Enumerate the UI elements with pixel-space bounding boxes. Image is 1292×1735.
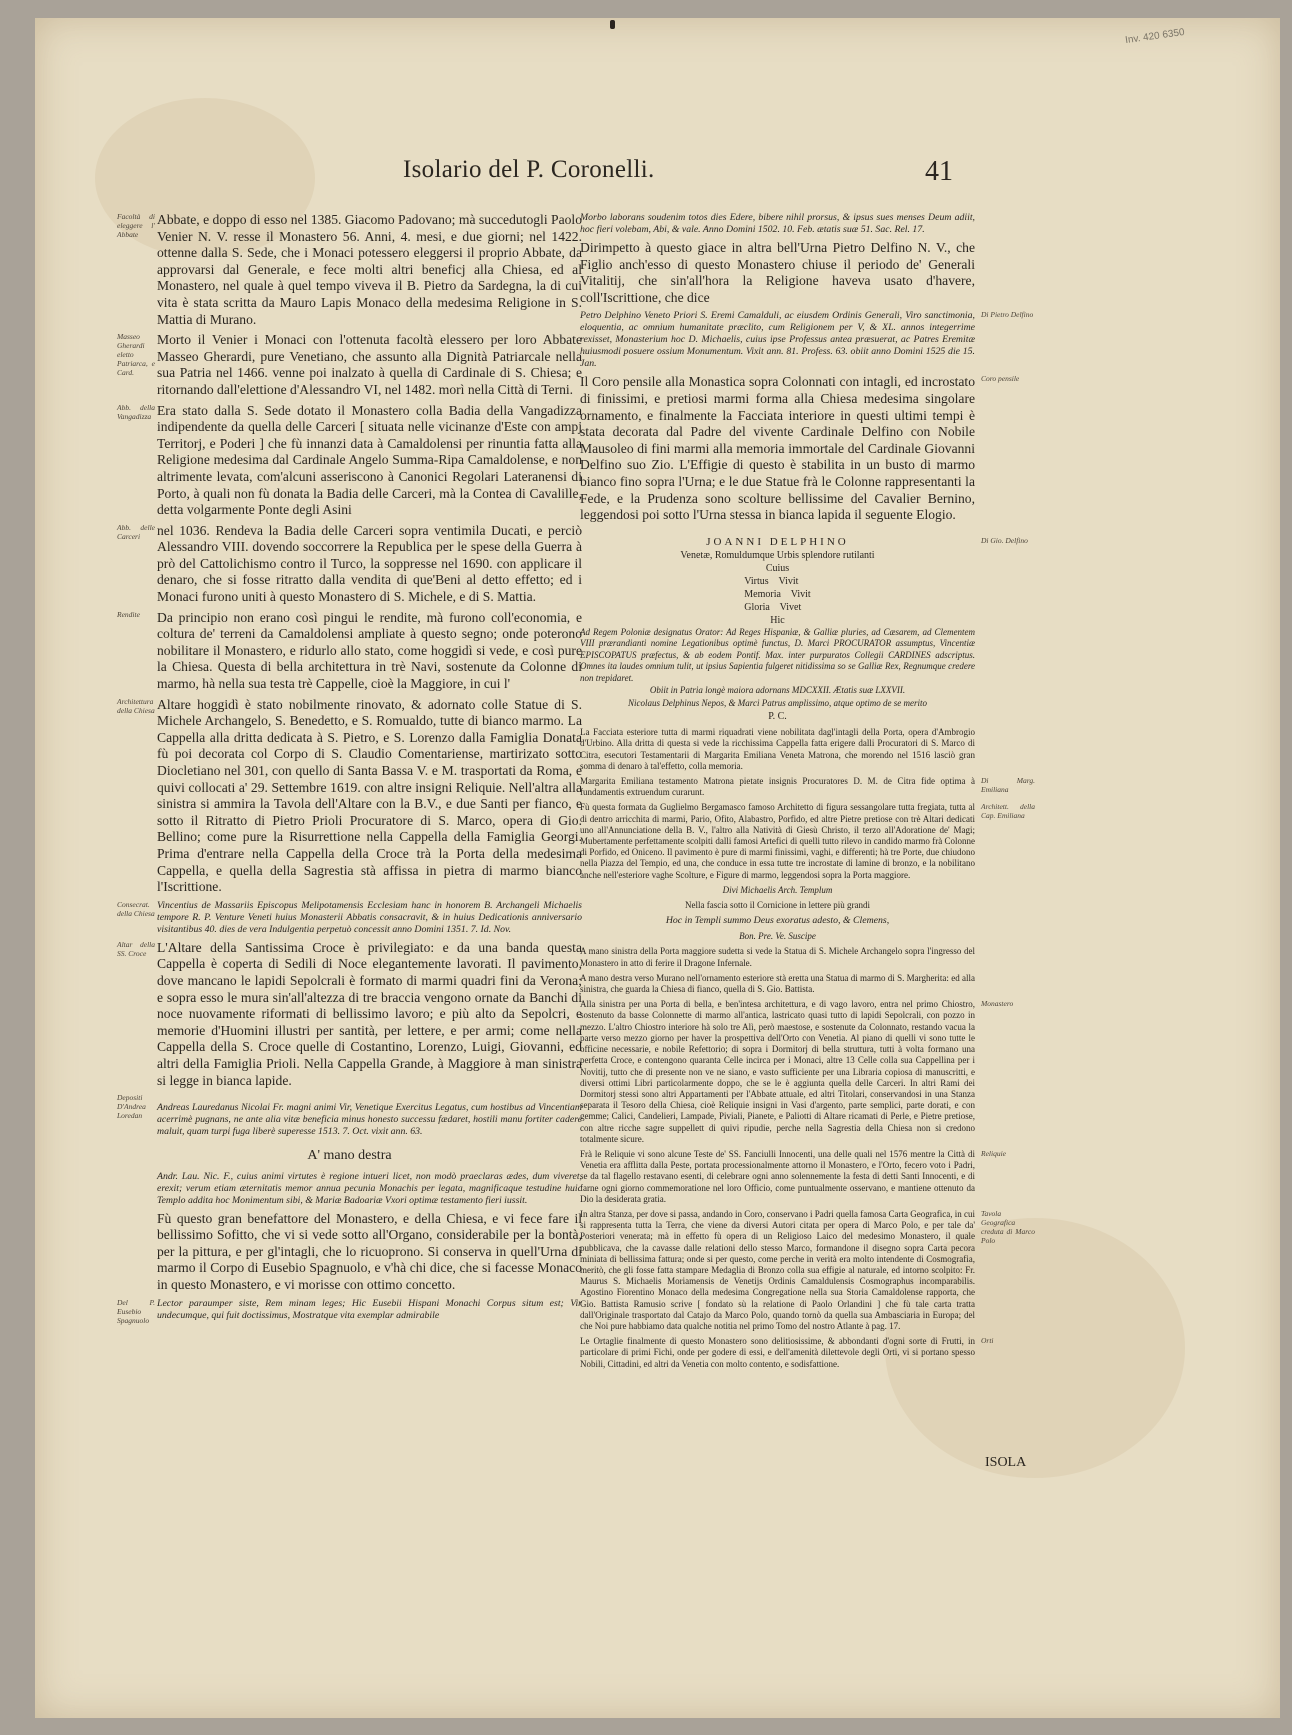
paragraph: Vincentius de Massariis Episcopus Melipotamensis Ecclesiam hanc in honorem B. Archangeli Michaelis tempore R. P. Venture Veneti huius Monasterii Abbatis consacravit, & in huius Dedicationis anniversario visitantibus 40. dies de vera Indulgentia perpetuò concessit anno Domini 1351. 7. Id. Nov. (157, 899, 582, 935)
paragraph-row (580, 999, 1035, 1149)
paragraph-row (580, 900, 1035, 915)
paragraph-row (580, 212, 1035, 240)
paragraph: Lector paraumper siste, Rem minam leges; Hic Eusebii Hispani Monachi Corpus situm est; Vir undecumque, qui fuit doctissimus, Mostratque vita exemplar admirabile (157, 1297, 582, 1321)
elogium-title: JOANNI DELPHINO (706, 535, 849, 548)
elogium-line: P. C. (768, 711, 787, 723)
paragraph-row (117, 900, 582, 940)
margin-gloss: Abb. delle Carceri (117, 522, 155, 541)
paragraph-row (117, 212, 582, 332)
margin-gloss (975, 946, 1035, 972)
elogium-line: Virtus Vivit (744, 575, 799, 587)
paragraph-row (117, 403, 582, 523)
margin-gloss: Orti (981, 1336, 994, 1346)
elogium-line: Venetæ, Romuldumque Urbis splendore rutilanti (680, 549, 875, 561)
paragraph-row (117, 332, 582, 402)
elogium-line: Obiit in Patria longè maiora adornans MDCXXII. Ætatis suæ LXXVII. (649, 685, 906, 696)
paragraph: Hoc in Templi summo Deus exoratus adesto, & Clemens, (665, 915, 890, 927)
paragraph: Altare hoggidì è stato nobilmente rinovato, & adornato colle Statue di S. Michele Archangelo, S. Benedetto, e S. Romualdo, tutte di bianco marmo. La Cappella alla dritta dedicata à S. Pietro, e S. Lorenzo dalla Famiglia Donata fù poi decorata col Corpo di S. Claudio Comentariense, martirizato sotto Diocletiano nel 301, con quello di Santa Bassa V. e M. trasportati da Roma, e quivi collocati a' 29. Settembre 1619. con altre insigni Reliquie. Nell'altra alla sinistra si ammira la Tavola dell'Altare con la B.V., e due Santi per fianco, e sotto il Ritratto di Pietro Prioli Procuratore di S. Marco, opera di Gio. Bellino; come pure la Risurrettione nella Cappella della Famiglia Georgi. Prima d'entrare nella Cappella della Croce trà la Porta della medesima Cappella, e quella della Sagrestia stà affissa in pietra di marmo bianco l'Iscrittione. (157, 696, 582, 895)
paragraph-row (117, 1298, 582, 1326)
paragraph: Morto il Venier i Monaci con l'ottenuta facoltà elessero per loro Abbate Masseo Gherardi, pure Venetiano, che assunto alla Dignità Patriarcale nella sua Patria nel 1466. venne poi inalzato à quella di Cardinale di S. Chiesa; e ritornando dall'elettione d'Alessandro VI, nel 1482. morì nella Città di Terni. (157, 332, 582, 397)
right-column (580, 212, 1035, 1374)
margin-gloss (975, 885, 1035, 900)
margin-gloss: Depositi (117, 1093, 143, 1103)
paragraph (157, 1093, 582, 1098)
paragraph-row (580, 802, 1035, 884)
margin-gloss: Altar della SS. Croce (117, 939, 155, 958)
margin-gloss: Di Pietro Delfino (981, 310, 1034, 320)
paragraph: Margarita Emiliana testamento Matrona pietate insignis Procuratores D. M. de Citra fide optima à fundamentis extruendum curarunt. (580, 776, 975, 798)
margin-gloss (975, 915, 1035, 931)
paragraph-row (580, 946, 1035, 972)
margin-gloss (975, 900, 1035, 915)
margin-gloss (975, 727, 1035, 776)
elogium-line: Cuius (765, 562, 790, 574)
right-paragraphs-mid (580, 727, 1035, 1374)
paragraph: A mano destra verso Murano nell'ornamento esteriore stà eretta una Statua di marmo di S. Margherita: ed alla sinistra, che guarda la Chiesa di fianco, quella di S. Gio. Battista. (580, 972, 975, 995)
paragraph-row (580, 310, 1035, 374)
margin-gloss: Architett. della Cap. Emiliana (981, 802, 1035, 821)
paragraph-row (580, 1336, 1035, 1374)
pencil-inventory-note: Inv. 420 6350 (1124, 26, 1186, 47)
margin-gloss: Del P. Eusebio Spagnuolo (117, 1297, 155, 1325)
paragraph-row (117, 697, 582, 900)
paragraph: nel 1036. Rendeva la Badia delle Carceri sopra ventimila Ducati, e perciò Alessandro VIII. dovendo soccorrere la Republica per le spese della Guerra à prò del Cattolichismo contro il Turco, la soppresse nel 1690. con applicare il denaro, che si fosse ritratto dalla vendita di que'Beni al detto effetto; ed i Monaci furono uniti à questo Monastero di S. Michele, e di S. Mattia. (157, 522, 582, 605)
paragraph: Le Ortaglie finalmente di questo Monastero sono delitiosissime, & abbondanti d'ogni sorte di Frutti, in particolare di primi Fichi, onde per godere di essi, e dell'amenità dilettevole degli Orti, vi si portano spesso Nobili, Cittadini, ed altri da Venetia con molto contento, e sodisfattione. (580, 1336, 975, 1369)
margin-gloss (975, 973, 1035, 999)
margin-gloss: Masseo Gherardi eletto Patriarca, e Card. (117, 332, 155, 378)
paragraph-row (580, 973, 1035, 999)
margin-gloss: Reliquie (981, 1148, 1006, 1158)
paragraph: Il Coro pensile alla Monastica sopra Colonnati con intagli, ed incrostato di finissimi, e pretiosi marmi forma alla Chiesa medesima singolare ornamento, e finalmente la Facciata interiore in questi ultimi tempi è stata decorata dal Padre del vivente Cardinale Delfino con Nobile Mausoleo di fini marmi alla memoria immortale del Cardinale Giovanni Delfino suo Zio. L'Effigie di questo è stabilita in un busto di marmo bianco fino sopra l'Urna; e le due Statue frà le Colonne rappresentanti la Fede, e la Prudenza sono scolture bellissime del Cavalier Bernino, leggendosi poi sotto l'Urna stessa in bianca lapida il seguente Elogio. (580, 374, 975, 523)
margin-gloss (975, 240, 1035, 310)
margin-gloss: Rendite (117, 609, 140, 619)
paragraph: A mano sinistra della Porta maggiore sudetta si vede la Statua di S. Michele Archangelo sopra l'ingresso del Monastero in atto di ferire il Dragone Infernale. (580, 946, 975, 968)
paragraph: Fù questa formata da Guglielmo Bergamasco famoso Architetto di figura sessangolare tutta fregiata, tutta al di dentro arricchita di marmi, Pario, Ofito, Alabastro, Porfido, ed altre Pietre pretiose con trè Altari dedicati uno all'Annunciatione della B. V., l'altro alla Natività di Giesù Christo, il terzo all'Adoratione de' Magi; Mubertamente perfettamente scolpiti dalli famosi Artefici di quelli tutto rilevo in candido marmo frà Colonne di Porfido, ed Oniceno. Il pavimento è pure di marmi finissimi, vaghi, e differenti; hà tre Porte, due chiudono nella Piazza del Tempio, ed una, che conduce in essa tutte tre incrostate di lamine di bronzo, e la nobilitano anche nell'esteriore vaghe Scolture, e Figure di marmo, leggendosi sopra la Porta maggiore. (580, 802, 975, 880)
paragraph-row (117, 940, 582, 1093)
paragraph-row (117, 1093, 582, 1102)
margin-gloss: Di Gio. Delfino (981, 535, 1028, 545)
paragraph-row (580, 1209, 1035, 1336)
page-header (35, 156, 1280, 196)
paragraph-row (580, 727, 1035, 776)
paragraph: Andr. Lau. Nic. F., cuius animi virtutes è regione intueri licet, non modò praeclaras ædes, dum viveret, erexit; verum etiam æternitatis memor annua pecunia Monachis per legata, magnificaque testudine huic Templo addita hoc Monimentum sibi, & Mariæ Badoariæ Vxori optimæ testamento fieri iussit. (157, 1170, 582, 1206)
margin-gloss: Abb. della Vangadizza (117, 402, 155, 421)
paragraph: Divi Michaelis Arch. Templum (722, 884, 833, 895)
elogium-line: Memoria Vivit (744, 588, 811, 600)
margin-gloss: Tavola Geografica creduta di Marco Polo (981, 1208, 1035, 1245)
paragraph: Andreas Lauredanus Nicolai Fr. magni animi Vir, Venetique Exercitus Legatus, cum hostibus ad Vincentiam acerrimè pugnans, ne ante alia vitæ beneficia minus honesto successu fædaret, hostili manu fortiter cadere maluit, quam turpi fuga liberè superesse 1513. 7. Oct. vixit ann. 63. (157, 1102, 582, 1138)
paragraph-row (580, 240, 1035, 310)
left-column (117, 212, 582, 1326)
margin-gloss: Consecrat. della Chiesa (117, 899, 155, 918)
margin-gloss (975, 931, 1035, 946)
paragraph: Petro Delphino Veneto Priori S. Eremi Camalduli, ac eiusdem Ordinis Generali, Viro sanctimonia, eloquentia, ac omnium humanitate præclito, cum Religionem per V, & XL. annos integerrime rexisset, Monasterium hoc D. Michaelis, cuius ipse Professus antea præsuerat, ac Patres Eremitæ huiusmodi posuere ossium Monumentum. Vixit ann. 81. Profess. 63. obiit anno Domini 1525 die 15. Jan. (580, 310, 975, 370)
margin-gloss (117, 1171, 157, 1211)
paragraph: L'Altare della Santissima Croce è privilegiato: e da una banda questa Cappella è coperta di Sedili di Noce elegantemente lavorati. Il pavimento, dove mancano le lapidi Sepolcrali è formato di marmi quadri fini da Verona; e sopra esso le mura sin'all'altezza di tre braccia vengono ornate da Banchi di noce nuovamente riformati di bellissimo lavoro; e più alto da Sepolcri, e memorie d'Huomini illustri per santità, per lettere, e per armi; come nella Cappella della S. Croce quelle di Costantino, Lorenzo, Luigi, Giovanni, ed altri della Famiglia Prioli. Nella Cappella Grande, à Maggiore à man sinistra si legge in bianca lapide. (157, 939, 582, 1088)
paragraph: Frà le Reliquie vi sono alcune Teste de' SS. Fanciulli Innocenti, una delle quali nel 1576 mentre la Città di Venetia era afflitta dalla Peste, portata processionalmente attorno il Monastero, e l'Orto, fecero voto i Padri, se da tal flagello restavano esenti, di celebrare ogni anno solennemente la festa di detti Santi Innocenti, e di farne ogni giorno commemoratione nel loro Officio, come puntualmente osservano, e mantiene ottenuto da Dio la desiderata gratia. (580, 1148, 975, 1204)
paragraph-row (117, 1102, 582, 1142)
left-paragraphs (117, 212, 582, 1142)
paragraph-row (580, 931, 1035, 946)
right-paragraphs-top (580, 212, 1035, 528)
elogium-line: Hic (770, 614, 785, 626)
paragraph: Abbate, e doppo di esso nel 1385. Giacomo Padovano; mà succedutogli Paolo Venier N. V. resse il Monastero 56. Anni, 4. mesi, e due giorni; nel 1422. ottenne dalla S. Sede, che i Monaci potessero eleggersi il proprio Abbate, da approvarsi dal Generale, e fece molti altri beneficj alla Chiesa, ed al Monastero, nel quale à quel tempo viveva il B. Pietro da Sardegna, la di cui vita è stata scritta da Mauro Lapis Monaco della medesima Religione in S. Mattia di Murano. (157, 212, 582, 327)
paragraph-row (580, 885, 1035, 900)
paragraph-row (580, 1149, 1035, 1209)
paragraph-row (580, 915, 1035, 931)
paragraph-row (580, 374, 1035, 527)
elogium-triad (744, 575, 810, 614)
paragraph: Fù questo gran benefattore del Monastero, e della Chiesa, e vi fece fare il bellissimo Sofitto, che vi si vede sotto all'Organo, considerabile per la bontà, per la pittura, e per gl'intagli, che lo ricuoprono. Si conserva in quell'Urna di marmo il Corpo di Eusebio Spagnuolo, e v'hà chi dice, che si facesse Monaco in questo Monastero, e vi morisse con ottimo concetto. (157, 1210, 582, 1293)
paragraph: La Facciata esteriore tutta di marmi riquadrati viene nobilitata dagl'intagli della Porta, opera d'Ambrogio d'Urbino. Alla dritta di questa si vede la ricchissima Cappella fatta erigere dalli Procuratori di S. Marco di Citra, esecutori Testamentarii di Margarita Emiliana Veneta Matrona, che morendo nel 1516 lasciò gran somma di denaro à tal'effetto, colla memoria. (580, 727, 975, 771)
paragraph: Bon. Pre. Ve. Suscipe (739, 931, 816, 942)
elogium-line: Gloria Vivet (744, 601, 802, 613)
paragraph: Nella fascia sotto il Cornicione in lettere più grandi (685, 900, 870, 911)
paragraph-row (117, 1171, 582, 1211)
margin-gloss (117, 1211, 157, 1298)
paragraph-row (117, 1211, 582, 1298)
section-heading: A' mano destra (307, 1148, 392, 1164)
paragraph: Era stato dalla S. Sede dotato il Monastero colla Badia della Vangadizza indipendente da quella delle Carceri [ situata nelle vicinanze d'Este con ampj Territorj, e Poderi ] che fù innanzi data à Camaldolensi per rinuntia fatta alla Religione medesima dal Cardinale Angelo Summa-Ripa Camaldolense, e non altrimente levata, com'alcuni asseriscono à Canonici Regolari Lateranensi di Porto, à quali non fù donata la Badia delle Carceri, mà la Contea di Cavalille, detta volgarmente Ponte degli Asini (157, 402, 582, 518)
paragraph-row (117, 610, 582, 697)
margin-gloss: Di Marg. Emiliana (981, 776, 1035, 795)
margin-gloss: Facoltà di eleggere l' Abbate (117, 212, 155, 239)
paragraph: Morbo laborans soudenim totos dies Edere, bibere nihil prorsus, & ipsus sues menses Deum adiit, hoc fieri volebam, Abi, & vale. Anno Domini 1502. 10. Feb. ætatis suæ 51. Sac. Rel. 17. (580, 212, 975, 235)
running-title: Isolario del P. Coronelli. (403, 156, 655, 183)
catchword: ISOLA (985, 1455, 1027, 1470)
paragraph-row (580, 776, 1035, 802)
elogium (580, 536, 975, 724)
margin-gloss: Monastero (981, 999, 1014, 1009)
page-number: 41 (925, 156, 953, 187)
margin-gloss: Architettura della Chiesa (117, 696, 155, 715)
margin-gloss (975, 212, 1035, 240)
paragraph: Alla sinistra per una Porta di bella, e ben'intesa architettura, e di vago lavoro, entra nel primo Chiostro, sostenuto da basse Colonnette di marmo all'antica, lastricato quasi tutto di lapidi Sepolcrali, con pozzo in mezzo. L'altro Chiostro interiore hà solo tre Alì, però maestose, e sostenute da Colonnato, restando vacua la parte verso mezzo giorno per haver la prospettiva dell'Orto con Venetia. Al piano di quelli vi sono tutte le officine necessarie, e nobile Refettorio; di sopra i Dormitorj di bella struttura, tutti à volta formano una perfetta Croce, e contengono quaranta Celle incirca per i Monaci, altre 13 Celle colla sua Cappellina per i Novitij, tutto che di presente non ve ne siano, e vasto sufficiente per una Libraria copiosa di manuscritti, e diversi ottimi Libri particolarmente doppo, che se le è aggiunta quella delle Carceri. In altri Rami dei Dormitorj stessi sono altri Appartamenti per l'Abbate attuale, ed altri Titolari, conservandosi in una Stanza separata il Tesoro della Chiesa, cioè Reliquie insigni in Vasi d'argento, parte semplici, parte dorati, e con gemme; Calici, Candelieri, Lampade, Piviali, Pianete, e Paliotti di Altare ricamati di Perle, e Pietre pretiose, con altre ricche sagre suppellett di quivi ripudie, perche nella Sagrestia della Chiesa non si credono totalmente sicure. (580, 999, 975, 1144)
paragraph: Dirimpetto à questo giace in altra bell'Urna Pietro Delfino N. V., che Figlio anch'esso di questo Monastero chiuse il periodo de' Generali Vitalitij, che sin'all'hora la Religione haveva usato d'havere, coll'Iscrittione, che dice (580, 240, 975, 305)
ink-spot (610, 20, 615, 29)
elogium-body: Ad Regem Poloniæ designatus Orator: Ad Reges Hispaniæ, & Galliæ pluries, ad Cæsarem, ad Clementem VIII prærandianti nomine Legationibus optimè functus, D. Marci PROCURATOR assumptus, Vincentiæ EPISCOPATUS præfectus, & ab eodem Pontif. Max. inter purpuratos Collegii CARDINES adscriptus. Omnes ita laudes omnium tulit, ut ipsius Sapientia fulgeret nitidissima so se Galliæ Rex, Regnumque credere non trepidaret. (580, 626, 975, 683)
margin-gloss: Coro pensile (981, 374, 1020, 384)
elogium-block (580, 536, 1035, 724)
left-after-heading (117, 1171, 582, 1326)
margin-gloss: D'Andrea Loredan (117, 1102, 146, 1121)
document-page (35, 18, 1280, 1718)
elogium-line: Nicolaus Delphinus Nepos, & Marci Patrus amplissimo, atque optimo de se merito (628, 698, 927, 709)
paragraph: In altra Stanza, per dove si passa, andando in Coro, conservano i Padri quella famosa Carta Geografica, in cui si rappresenta tutta la Terra, che viene da diversi Autori citata per opera di Marco Polo, e per tale da' Posteriori venerata; mà in effetto fù opera di un Religioso Laico del medesimo Monastero, il quale pubblicava, che la cavasse dalle relationi dello stesso Marco, formandone il disegno sopra Carta pecora miniata di bellissima fattura; onde si per questo, come perche in verità era molto intendente di Cosmografia, meritò, che gli fosse fatta stampare Medaglia di Bronzo colla sua effigie al naturale, ed intorno scolpito: Fr. Maurus S. Michaelis Moriamensis de Venetijs Ordinis Camaldulensis Cosmographus incomparabilis. Agostino Fiorentino Monaco della medesima Congregatione nella sua Storia Camaldolense rapporta, che Gio. Battista Ramusio scrive [ fondato sù la relatione di Paolo Orlandini ] che fù tale carta tratta dall'Originale trasportato dal Catajo da Marco Polo, quando tornò da quella sua Ambasciaria in Europa; del che Noi pure habbiamo data qualche notitia nel primo Tomo del nostro Atlante à pag. 17. (580, 1208, 975, 1331)
paragraph: Da principio non erano così pingui le rendite, mà furono coll'economia, e coltura de' terreni da Camaldolensi ampliate à questo segno; onde poterono nobilitare il Monastero, e ridurlo allo stato, come hoggidì si vede, e così pure la Chiesa. Questa di bella architettura in trè Navi, sostenute da Colonne di marmo, hà nella sua testa trè Cappelle, cioè la Maggiore, in cui l' (157, 609, 582, 692)
paragraph-row (117, 523, 582, 610)
